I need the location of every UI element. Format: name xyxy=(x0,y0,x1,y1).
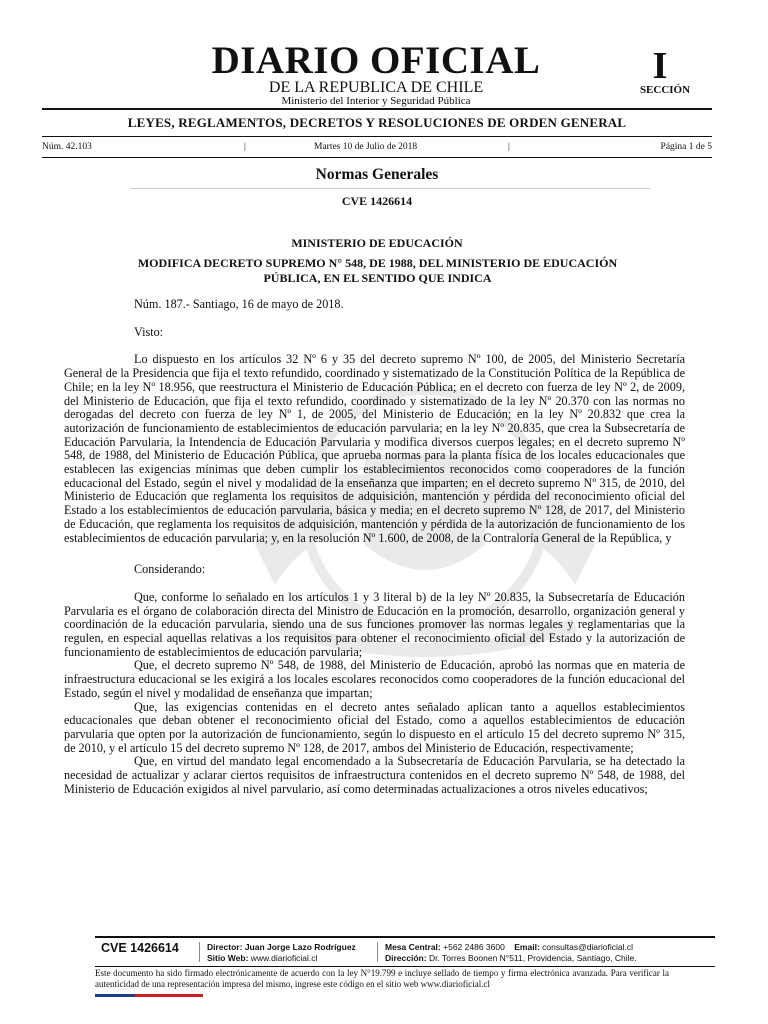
section-number: I xyxy=(652,45,668,87)
header-divider xyxy=(42,108,712,110)
decree-number-paragraph: Núm. 187.- Santiago, 16 de mayo de 2018. xyxy=(134,297,344,311)
issue-date: Martes 10 de Julio de 2018 xyxy=(314,142,418,152)
address-label: Dirección: xyxy=(385,953,427,963)
cve-code: CVE 1426614 xyxy=(341,194,413,208)
section-title: Normas Generales xyxy=(315,166,439,183)
issue-number: Núm. 42.103 xyxy=(42,142,92,152)
considerando-paragraph: Que, las exigencias contenidas en el decreto antes señalado aplican tanto a aquellos establecimientos educacionales que deban obtener el reconocimiento oficial del Estado, como a aquellos establecimientos de educación parvularia que opten por la autorización de funcionamiento, según lo dispuesto en el artículo 15 del decreto supremo Nº 315, de 2010, y el artículo 15 del decreto supremo Nº 128, de 2017, ambos del Ministerio de Educación, respectivamente; xyxy=(64,699,685,755)
footer-separator xyxy=(199,942,200,962)
document-body xyxy=(64,298,685,797)
considerando-heading: Considerando: xyxy=(134,562,206,577)
page-indicator: Página 1 de 5 xyxy=(660,142,712,152)
info-separator: | xyxy=(244,142,246,152)
director-name: Juan Jorge Lazo Rodríguez xyxy=(244,942,356,952)
email-label: Email: xyxy=(514,942,540,952)
signature-disclaimer: Este documento ha sido firmado electrónicamente de acuerdo con la ley N°19.799 e incluye sellado de tiempo y firma electrónica avanzada. Para verificar la autenticidad de una representación impresa del mismo, ingrese este código en el sitio web www.diarioficial.cl xyxy=(95,968,669,989)
address-text: Dr. Torres Boonen N°511, Providencia, Santiago, Chile. xyxy=(428,953,637,963)
considerando-paragraph: Que, conforme lo señalado en los artículos 1 y 3 literal b) de la ley Nº 20.835, la Subsecretaría de Educación Parvularia es el órgano de colaboración directa del Ministro de Educación en la promoción, desarrollo, organización general y coordinación de la educación parvularia, siendo una de sus funciones promover las normas legales y reglamentarias que la regulen, en especial aquellas relativas a los requisitos para obtener el reconocimiento oficial del Estado y la autorización de funcionamiento de establecimientos de educación parvularia; xyxy=(64,589,685,659)
section-label: SECCIÓN xyxy=(639,84,691,96)
ministry-heading: MINISTERIO DE EDUCACIÓN xyxy=(291,236,463,250)
visto-heading: Visto: xyxy=(134,324,164,339)
info-divider xyxy=(42,157,712,158)
footer-director-block xyxy=(207,942,356,964)
director-label: Director: xyxy=(207,942,243,952)
flag-stripe xyxy=(95,994,203,997)
email-link[interactable]: consultas@diarioficial.cl xyxy=(542,942,633,952)
footer-separator xyxy=(377,942,378,962)
web-label: Sitio Web: xyxy=(207,953,249,963)
newspaper-subtitle: DE LA REPUBLICA DE CHILE xyxy=(268,79,484,96)
considerando-paragraph: Que, en virtud del mandato legal encomendado a la Subsecretaría de Educación Parvularia, se ha detectado la necesidad de actualizar y aclarar ciertos requisitos de infraestructura contenidos en el decreto supremo Nº 548, de 1988, del Ministerio de Educación exigidos al nivel parvulario, así como determinadas actualizaciones a otros niveles educativos; xyxy=(64,754,685,796)
flag-blue-stripe xyxy=(95,994,135,997)
issue-info-bar xyxy=(42,142,712,156)
footer-contact-block xyxy=(385,942,637,964)
decree-title: MODIFICA DECRETO SUPREMO N° 548, DE 1988, DEL MINISTERIO DE EDUCACIÓN PÚBLICA, EN EL SENTIDO QUE INDICA xyxy=(137,256,618,285)
web-link[interactable]: www.diarioficial.cl xyxy=(250,953,318,963)
footer xyxy=(95,938,715,968)
phone-label: Mesa Central: xyxy=(385,942,441,952)
footer-bottom-divider xyxy=(95,966,715,967)
info-separator: | xyxy=(508,142,510,152)
flag-red-stripe xyxy=(135,994,203,997)
phone-number: +562 2486 3600 xyxy=(443,942,505,952)
considerando-paragraph: Que, el decreto supremo Nº 548, de 1988, del Ministerio de Educación, aprobó las normas que en materia de infraestructura educacional se les exigirá a los locales escolares reconocidos como cooperadores de la función educacional del Estado, según el nivel y modalidad de enseñanza que impartan; xyxy=(64,658,685,700)
category-heading: LEYES, REGLAMENTOS, DECRETOS Y RESOLUCIONES DE ORDEN GENERAL xyxy=(127,115,627,130)
category-divider xyxy=(42,136,712,137)
ministry-line: Ministerio del Interior y Seguridad Pública xyxy=(281,95,471,107)
footer-cve: CVE 1426614 xyxy=(101,941,179,955)
visto-paragraph: Lo dispuesto en los artículos 32 Nº 6 y 35 del decreto supremo Nº 100, de 2005, del Ministerio Secretaría General de la Presidencia que fija el texto refundido, coordinado y sistematizado de la Constitución Política de la República de Chile; en la ley Nº 18.956, que reestructura el Ministerio de Educación Pública; en el decreto con fuerza de ley Nº 2, de 2009, del Ministerio de Educación, que fija el texto refundido, coordinado y sistematizado de la ley Nº 20.370 con las normas no derogadas del decreto con fuerza de ley Nº 1, de 2005, del Ministerio de Educación; en la ley Nº 20.832 que crea la autorización de funcionamiento de establecimientos de educación parvularia; en la ley Nº 20.835, que crea la Subsecretaría de Educación Parvularia, la Intendencia de Educación Parvularia y modifica diversos cuerpos legales; en el decreto supremo Nº 548, de 1988, del Ministerio de Educación Pública, que aprueba normas para la planta física de los locales educacionales que establecen las exigencias mínimas que deben cumplir los establecimientos reconocidos como cooperadores de la función educacional del Estado, según el nivel y modalidad de la enseñanza que imparten; en el decreto supremo Nº 315, de 2010, del Ministerio de Educación que reglamenta los requisitos de adquisición, mantención y pérdida del reconocimiento oficial del Estado a los establecimientos de educación parvularia, básica y media; en el decreto supremo Nº 128, de 2017, del Ministerio de Educación, que reglamenta los requisitos de adquisición, mantención y pérdida de la autorización de funcionamiento de los establecimientos de educación parvularia; y, en la resolución Nº 1.600, de 2008, de la Contraloría General de la República, y xyxy=(64,352,685,545)
section-underline xyxy=(130,188,650,189)
newspaper-title: DIARIO OFICIAL xyxy=(211,39,541,82)
